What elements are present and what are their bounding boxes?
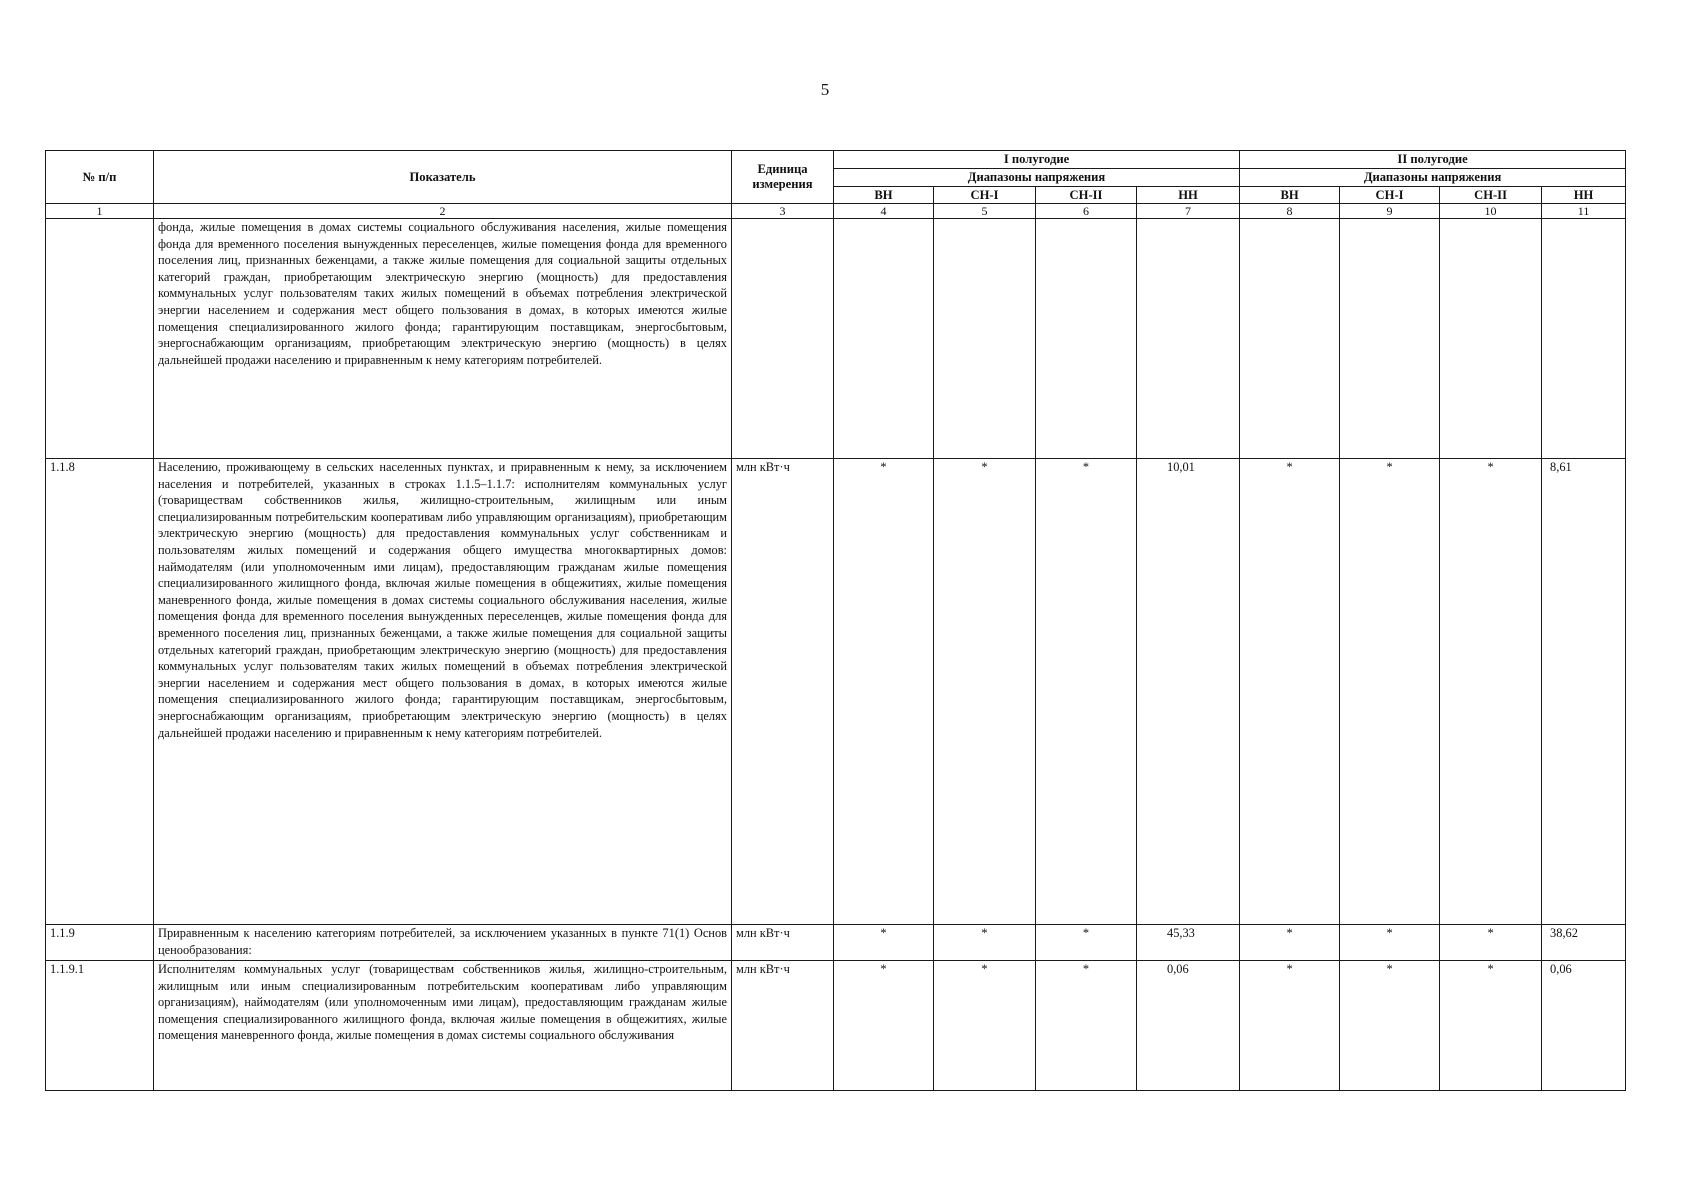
row-value (1440, 219, 1542, 459)
row-indicator-text: Приравненным к населению категориям потребителей, за исключением указанных в пункте 71(1) Основ ценообразования: (154, 925, 732, 961)
row-value: * (1036, 925, 1137, 961)
row-value: * (834, 459, 934, 925)
header-voltage: НН (1542, 187, 1626, 204)
row-value: * (834, 925, 934, 961)
header-half2: II полугодие (1240, 151, 1626, 169)
row-value: * (934, 459, 1036, 925)
row-value: 38,62 (1542, 925, 1626, 961)
data-table (45, 150, 1626, 1091)
row-num: 1.1.9 (46, 925, 154, 961)
row-value: * (934, 961, 1036, 1091)
row-value: * (1440, 961, 1542, 1091)
header-num: № п/п (46, 151, 154, 204)
page-number: 5 (820, 80, 830, 99)
row-num: 1.1.9.1 (46, 961, 154, 1091)
row-value: * (934, 925, 1036, 961)
column-number: 4 (834, 204, 934, 219)
row-value (934, 219, 1036, 459)
row-indicator-text: Населению, проживающему в сельских населенных пунктах, и приравненным к нему, за исключением населения и потребителей, указанных в строках 1.1.5–1.1.7: исполнителям коммунальных услуг (товариществам собственников жилья, жилищно-строительным, жилищным или иным специализированным потребительским кооперативам либо управляющим организациям), приобретающим электрическую энергию (мощность) для предоставления коммунальных услуг собственникам и пользователям жилых помещений и содержания общего имущества многоквартирных домов: наймодателям (или уполномоченным ими лицам), предоставляющим гражданам жилые помещения специализированного жилищного фонда, включая жилые помещения в общежитиях, жилые помещения маневренного фонда, жилые помещения в домах системы социального обслуживания населения, жилые помещения фонда для временного поселения вынужденных переселенцев, жилые помещения фонда для временного поселения лиц, признанных беженцами, а также жилые помещения для социальной защиты отдельных категорий граждан, приобретающим электрическую энергию (мощность) для предоставления коммунальных услуг пользователям таких жилых помещений в объемах потребления электрической энергии населением и содержания мест общего пользования в домах, в которых имеются жилые помещения специализированного жилого фонда; гарантирующим поставщикам, энергосбытовым, энергоснабжающим организациям, приобретающим электрическую энергию (мощность) в целях дальнейшей продажи населению и приравненным к нему категориям потребителей. (154, 459, 732, 925)
header-voltage-ranges-2: Диапазоны напряжения (1240, 169, 1626, 187)
column-number: 7 (1137, 204, 1240, 219)
row-value: 0,06 (1542, 961, 1626, 1091)
row-value: 8,61 (1542, 459, 1626, 925)
row-indicator-text: Исполнителям коммунальных услуг (товариществам собственников жилья, жилищно-строительным, жилищным или иным специализированным потребительским кооперативам либо управляющим организациям), наймодателям (или уполномоченным ими лицам), предоставляющим гражданам жилые помещения специализированного жилищного фонда, включая жилые помещения в общежитиях, жилые помещения маневренного фонда, жилые помещения в домах системы социального обслуживания (154, 961, 732, 1091)
header-half1: I полугодие (834, 151, 1240, 169)
row-value (1542, 219, 1626, 459)
row-value: * (1340, 459, 1440, 925)
row-value: * (1240, 459, 1340, 925)
column-number: 11 (1542, 204, 1626, 219)
row-value (1036, 219, 1137, 459)
row-value (1240, 219, 1340, 459)
row-value: * (1340, 925, 1440, 961)
column-number: 9 (1340, 204, 1440, 219)
row-unit (732, 219, 834, 459)
row-value: * (1036, 459, 1137, 925)
column-number: 3 (732, 204, 834, 219)
row-num (46, 219, 154, 459)
row-value: 45,33 (1137, 925, 1240, 961)
header-indicator: Показатель (154, 151, 732, 204)
header-voltage: ВН (834, 187, 934, 204)
row-unit: млн кВт·ч (732, 961, 834, 1091)
row-value: 0,06 (1137, 961, 1240, 1091)
header-voltage: НН (1137, 187, 1240, 204)
row-value: * (834, 961, 934, 1091)
table-row (46, 219, 1626, 459)
column-number: 5 (934, 204, 1036, 219)
header-voltage: СН-II (1036, 187, 1137, 204)
row-value: * (1440, 459, 1542, 925)
header-voltage: ВН (1240, 187, 1340, 204)
row-value: * (1240, 961, 1340, 1091)
row-value (1137, 219, 1240, 459)
column-number: 10 (1440, 204, 1542, 219)
column-number: 8 (1240, 204, 1340, 219)
row-value: 10,01 (1137, 459, 1240, 925)
header-voltage: СН-I (1340, 187, 1440, 204)
row-value (834, 219, 934, 459)
row-unit: млн кВт·ч (732, 459, 834, 925)
row-value: * (1440, 925, 1542, 961)
header-unit: Единица измерения (732, 151, 834, 204)
column-number: 6 (1036, 204, 1137, 219)
row-num: 1.1.8 (46, 459, 154, 925)
table-row (46, 961, 1626, 1091)
row-unit: млн кВт·ч (732, 925, 834, 961)
row-value: * (1340, 961, 1440, 1091)
column-number: 1 (46, 204, 154, 219)
header-voltage-ranges-1: Диапазоны напряжения (834, 169, 1240, 187)
row-indicator-text: фонда, жилые помещения в домах системы социального обслуживания населения, жилые помещения фонда для временного поселения вынужденных переселенцев, жилые помещения фонда для временного поселения лиц, признанных беженцами, а также жилые помещения для социальной защиты отдельных категорий граждан, приобретающим электрическую энергию (мощность) для предоставления коммунальных услуг пользователям таких жилых помещений в объемах потребления электрической энергии населением и содержания мест общего пользования в домах, в которых имеются жилые помещения специализированного жилого фонда; гарантирующим поставщикам, энергосбытовым, энергоснабжающим организациям, приобретающим электрическую энергию (мощность) в целях дальнейшей продажи населению и приравненным к нему категориям потребителей. (154, 219, 732, 459)
table-row (46, 925, 1626, 961)
table-row (46, 459, 1626, 925)
column-number: 2 (154, 204, 732, 219)
header-voltage: СН-II (1440, 187, 1542, 204)
row-value (1340, 219, 1440, 459)
header-voltage: СН-I (934, 187, 1036, 204)
row-value: * (1036, 961, 1137, 1091)
row-value: * (1240, 925, 1340, 961)
